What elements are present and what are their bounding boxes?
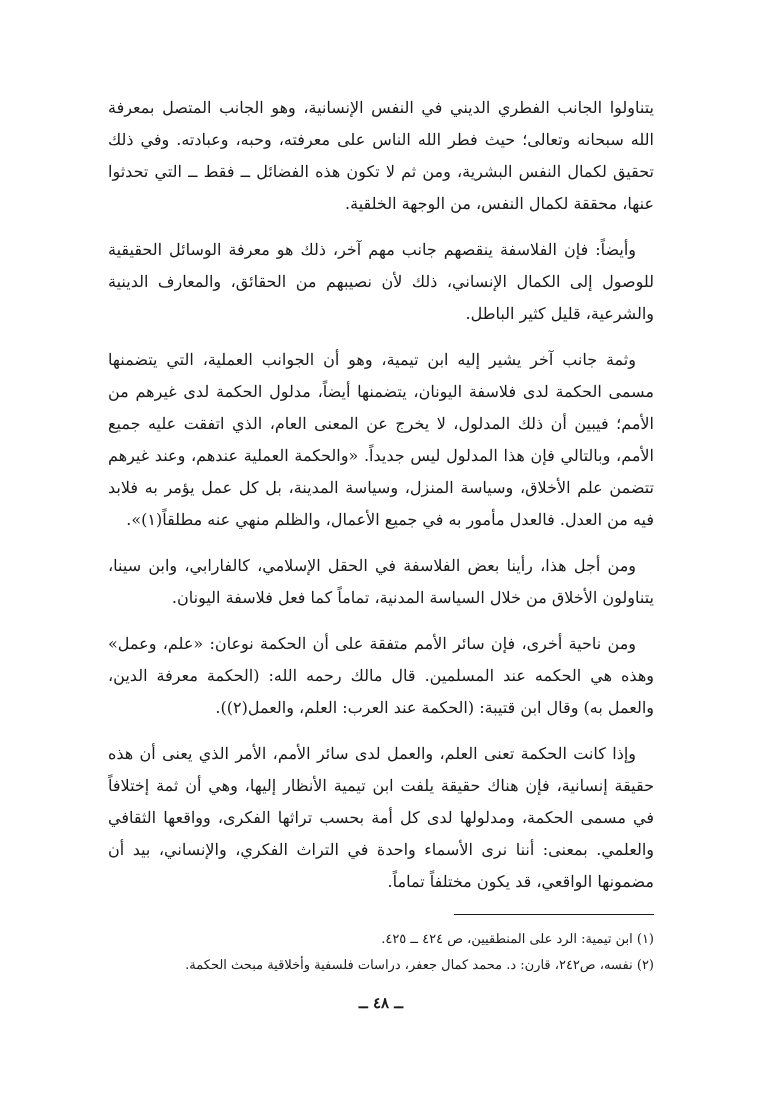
main-text [108,92,654,912]
paragraph-3: وثمة جانب آخر يشير إليه ابن تيمية، وهو أن الجوانب العملية، التي يتضمنها مسمى الحكمة لدى فلاسفة اليونان، يتضمنها أيضاً، مدلول الحكمة لدى غيرهم من الأمم؛ فيبين أن ذلك المدلول، لا يخرج عن المعنى العام، الذي اتفقت عليه جميع الأمم، وبالتالي فإن هذا المدلول ليس جديداً. «والحكمة العملية عندهم، وعند غيرهم تتضمن علم الأخلاق، وسياسة المنزل، وسياسة المدينة، بل كل عمل يؤمر به فلابد فيه من العدل. فالعدل مأمور به في جميع الأعمال، والظلم منهي عنه مطلقاً(١)». [108,350,654,529]
paragraph-1: يتناولوا الجانب الفطري الديني في النفس الإنسانية، وهو الجانب المتصل بمعرفة الله سبحانه وتعالى؛ حيث فطر الله الناس على معرفته، وحبه، وعبادته. وفي ذلك تحقيق لكمال النفس البشرية، ومن ثم لا تكون هذه الفضائل ــ فقط ــ التي تحدثوا عنها، محققة لكمال النفس، من الوجهة الخلقية. [108,98,655,213]
page-number: ــ ٤٨ ــ [358,994,404,1012]
footnotes [108,914,654,979]
paragraph-2: وأيضاً: فإن الفلاسفة ينقصهم جانب مهم آخر، ذلك هو معرفة الوسائل الحقيقية للوصول إلى الكمال الإنساني، ذلك لأن نصيبهم من الحقائق، والمعارف الدينية والشرعية، قليل كثير الباطل. [108,240,654,323]
paragraph-6: وإذا كانت الحكمة تعنى العلم، والعمل لدى سائر الأمم، الأمر الذي يعنى أن هذه حقيقة إنسانية، فإن هناك حقيقة يلفت ابن تيمية الأنظار إليها، وهي أن ثمة إختلافاً في مسمى الحكمة، ومدلولها لدى كل أمة بحسب تراثها الفكرى، وواقعها الثقافي والعلمي. بمعنى: أننا نرى الأسماء واحدة في التراث الفكري، والإنساني، بيد أن مضمونها الواقعي، قد يكون مختلفاً تماماً. [108,744,654,891]
paragraph-4: ومن أجل هذا، رأينا بعض الفلاسفة في الحقل الإسلامي، كالفارابي، وابن سينا، يتناولون الأخلاق من خلال السياسة المدنية، تماماً كما فعل فلاسفة اليونان. [108,556,654,607]
footnote-1: (١) ابن تيمية: الرد على المنطقيين، ص ٤٢٤ ــ ٤٢٥. [381,932,654,947]
footnote-2: (٢) نفسه، ص٢٤٢، قارن: د. محمد كمال جعفر، دراسات فلسفية وأخلاقية مبحث الحكمة. [185,958,654,973]
paragraph-5: ومن ناحية أخرى، فإن سائر الأمم متفقة على أن الحكمة نوعان: «علم، وعمل» وهذه هي الحكمه عند المسلمين. قال مالك رحمه الله: (الحكمة معرفة الدين، والعمل به) وقال ابن قتيبة: (الحكمة عند العرب: العلم، والعمل(٢)). [108,634,654,717]
footnote-divider [454,914,654,915]
